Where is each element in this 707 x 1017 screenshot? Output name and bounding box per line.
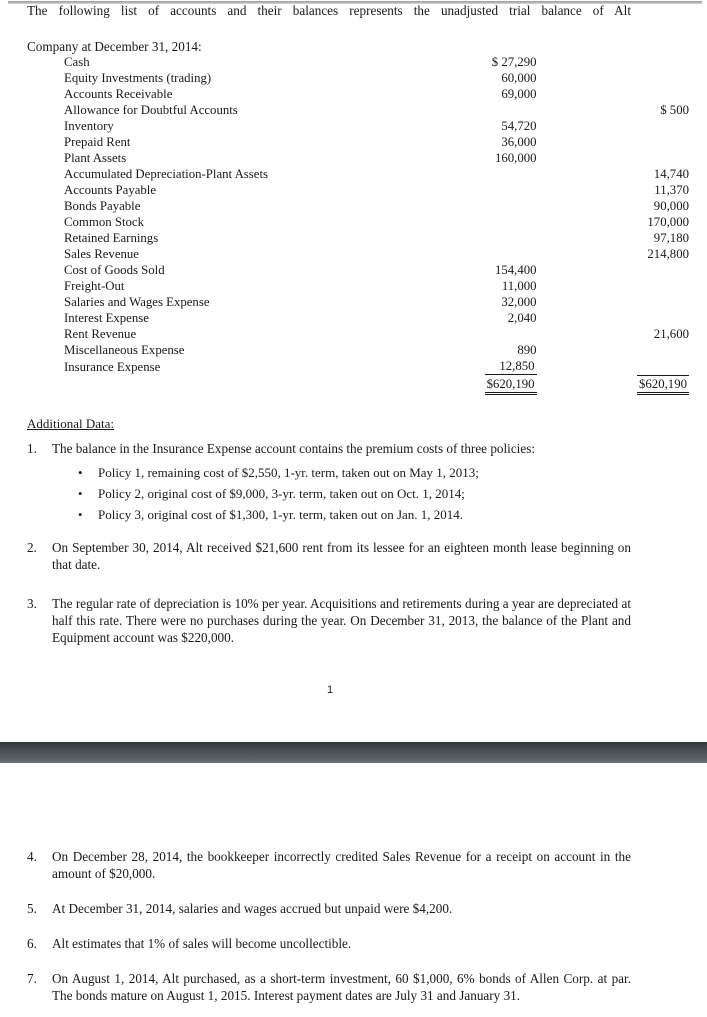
total-credit-value: $620,190 bbox=[637, 375, 689, 395]
list-item: • Policy 3, original cost of $1,300, 1-yr. term, taken out on Jan. 1, 2014. bbox=[52, 504, 631, 525]
additional-data-item bbox=[27, 440, 631, 525]
account-name: Rent Revenue bbox=[64, 327, 137, 341]
account-name: Bonds Payable bbox=[64, 199, 141, 213]
table-row bbox=[0, 102, 707, 118]
additional-data-item bbox=[27, 595, 631, 646]
item-text: On August 1, 2014, Alt purchased, as a short-term investment, 60 $1,000, 6% bonds of Allen Corp. at par. The bonds mature on August 1, 2015. Interest payment dates are July 31 and January 31. bbox=[52, 971, 631, 1003]
table-row bbox=[0, 118, 707, 134]
policy-bullet-list bbox=[52, 462, 631, 525]
account-name: Interest Expense bbox=[64, 311, 149, 325]
additional-data-item bbox=[27, 970, 631, 1004]
item-body bbox=[52, 539, 631, 573]
debit-amount: 160,000 bbox=[494, 151, 537, 165]
item-body bbox=[52, 900, 631, 917]
item-number: 3. bbox=[27, 596, 37, 611]
page-number: 1 bbox=[326, 684, 334, 696]
account-name: Salaries and Wages Expense bbox=[64, 295, 210, 309]
debit-amount bbox=[406, 358, 554, 375]
debit-amount: 54,720 bbox=[501, 119, 537, 133]
debit-amount bbox=[406, 182, 554, 198]
account-name: Common Stock bbox=[64, 215, 144, 229]
account-name: Cost of Goods Sold bbox=[64, 263, 165, 277]
page-break-bar bbox=[0, 742, 707, 763]
debit-amount bbox=[406, 214, 554, 230]
credit-amount bbox=[555, 70, 707, 86]
credit-amount bbox=[555, 278, 707, 294]
credit-amount bbox=[555, 54, 707, 70]
trial-balance-table bbox=[0, 54, 707, 395]
debit-amount: $ 27,290 bbox=[491, 55, 537, 69]
item-body bbox=[52, 595, 631, 646]
debit-amount: 11,000 bbox=[501, 279, 537, 293]
table-row bbox=[0, 310, 707, 326]
table-row bbox=[0, 214, 707, 230]
credit-amount bbox=[555, 342, 707, 358]
credit-amount: 97,180 bbox=[653, 231, 689, 245]
table-row bbox=[0, 182, 707, 198]
item-number: 2. bbox=[27, 540, 37, 555]
debit-amount bbox=[406, 230, 554, 246]
credit-amount: 90,000 bbox=[653, 199, 689, 213]
account-name: Retained Earnings bbox=[64, 231, 159, 245]
account-name: Accumulated Depreciation-Plant Assets bbox=[64, 167, 268, 181]
credit-amount: 14,740 bbox=[653, 167, 689, 181]
account-name: Insurance Expense bbox=[64, 360, 161, 374]
credit-amount: 170,000 bbox=[647, 215, 689, 229]
account-name: Sales Revenue bbox=[64, 247, 139, 261]
table-row bbox=[0, 86, 707, 102]
item-number: 7. bbox=[27, 971, 37, 986]
total-debit bbox=[406, 375, 554, 395]
debit-amount: 69,000 bbox=[501, 87, 537, 101]
trial-balance-body bbox=[0, 54, 707, 395]
table-row bbox=[0, 230, 707, 246]
credit-amount bbox=[555, 294, 707, 310]
table-row bbox=[0, 134, 707, 150]
table-row bbox=[0, 326, 707, 342]
account-name: Equity Investments (trading) bbox=[64, 71, 212, 85]
table-row bbox=[0, 150, 707, 166]
account-name: Miscellaneous Expense bbox=[64, 343, 185, 357]
credit-amount bbox=[555, 86, 707, 102]
table-row bbox=[0, 294, 707, 310]
item-text: At December 31, 2014, salaries and wages accrued but unpaid were $4,200. bbox=[52, 901, 453, 916]
item-body bbox=[52, 440, 631, 525]
credit-amount: 214,800 bbox=[647, 247, 689, 261]
debit-amount bbox=[406, 326, 554, 342]
debit-subtotal-rule: 12,850 bbox=[485, 358, 536, 375]
table-row-totals bbox=[0, 375, 707, 395]
credit-amount bbox=[555, 134, 707, 150]
credit-amount bbox=[555, 262, 707, 278]
table-row bbox=[0, 358, 707, 375]
additional-data-list-page-1 bbox=[27, 440, 631, 659]
additional-data-list-page-2 bbox=[27, 848, 631, 1017]
table-row bbox=[0, 262, 707, 278]
account-name: Accounts Receivable bbox=[64, 87, 173, 101]
totals-label-cell bbox=[0, 375, 406, 395]
account-name: Allowance for Doubtful Accounts bbox=[64, 103, 238, 117]
table-row bbox=[0, 278, 707, 294]
credit-amount bbox=[555, 118, 707, 134]
account-name: Freight-Out bbox=[64, 279, 125, 293]
additional-data-item bbox=[27, 539, 631, 573]
debit-amount: 890 bbox=[517, 343, 537, 357]
additional-data-item bbox=[27, 900, 631, 917]
account-name: Plant Assets bbox=[64, 151, 127, 165]
table-row bbox=[0, 198, 707, 214]
account-name: Prepaid Rent bbox=[64, 135, 131, 149]
account-name: Inventory bbox=[64, 119, 114, 133]
debit-amount bbox=[406, 102, 554, 118]
table-row bbox=[0, 246, 707, 262]
debit-amount: 2,040 bbox=[507, 311, 537, 325]
list-item: • Policy 1, remaining cost of $2,550, 1-yr. term, taken out on May 1, 2013; bbox=[52, 462, 631, 483]
account-name: Accounts Payable bbox=[64, 183, 157, 197]
intro-line-1: The following list of accounts and their balances represents the unadjusted trial balance of Alt bbox=[27, 3, 631, 18]
item-body bbox=[52, 848, 631, 882]
additional-data-item bbox=[27, 848, 631, 882]
credit-amount bbox=[555, 358, 707, 375]
list-item: • Policy 2, original cost of $9,000, 3-yr. term, taken out on Oct. 1, 2014; bbox=[52, 483, 631, 504]
credit-amount: $ 500 bbox=[660, 103, 689, 117]
debit-amount bbox=[406, 166, 554, 182]
debit-amount: 60,000 bbox=[501, 71, 537, 85]
credit-amount bbox=[555, 310, 707, 326]
table-row bbox=[0, 70, 707, 86]
credit-amount: 21,600 bbox=[653, 327, 689, 341]
table-row bbox=[0, 342, 707, 358]
account-name: Cash bbox=[64, 55, 90, 69]
debit-amount: 154,400 bbox=[494, 263, 537, 277]
item-text: On September 30, 2014, Alt received $21,600 rent from its lessee for an eighteen month lease beginning on that date. bbox=[52, 540, 631, 572]
item-text: Alt estimates that 1% of sales will become uncollectible. bbox=[52, 936, 352, 951]
additional-data-item bbox=[27, 935, 631, 952]
item-text: On December 28, 2014, the bookkeeper incorrectly credited Sales Revenue for a receipt on account in the amount of $20,000. bbox=[52, 849, 631, 881]
intro-paragraph bbox=[27, 2, 631, 56]
item-number: 4. bbox=[27, 849, 37, 864]
intro-line-2: Company at December 31, 2014: bbox=[27, 39, 202, 54]
item-body bbox=[52, 935, 631, 952]
item-number: 6. bbox=[27, 936, 37, 951]
credit-amount bbox=[555, 150, 707, 166]
item-body bbox=[52, 970, 631, 1004]
total-credit bbox=[555, 375, 707, 395]
table-row bbox=[0, 54, 707, 70]
item-text: The balance in the Insurance Expense account contains the premium costs of three policies: bbox=[52, 441, 535, 456]
additional-data-heading: Additional Data: bbox=[27, 416, 115, 431]
credit-amount: 11,370 bbox=[654, 183, 689, 197]
table-row bbox=[0, 166, 707, 182]
debit-amount: 32,000 bbox=[501, 295, 537, 309]
item-number: 5. bbox=[27, 901, 37, 916]
item-number: 1. bbox=[27, 441, 37, 456]
total-debit-value: $620,190 bbox=[485, 376, 537, 395]
debit-amount bbox=[406, 246, 554, 262]
debit-amount bbox=[406, 198, 554, 214]
item-text: The regular rate of depreciation is 10% per year. Acquisitions and retirements during a year are depreciated at half this rate. There were no purchases during the year. On December 31, 2013, the balance of the Plant and Equipment account was $220,000. bbox=[52, 596, 631, 645]
debit-amount: 36,000 bbox=[501, 135, 537, 149]
